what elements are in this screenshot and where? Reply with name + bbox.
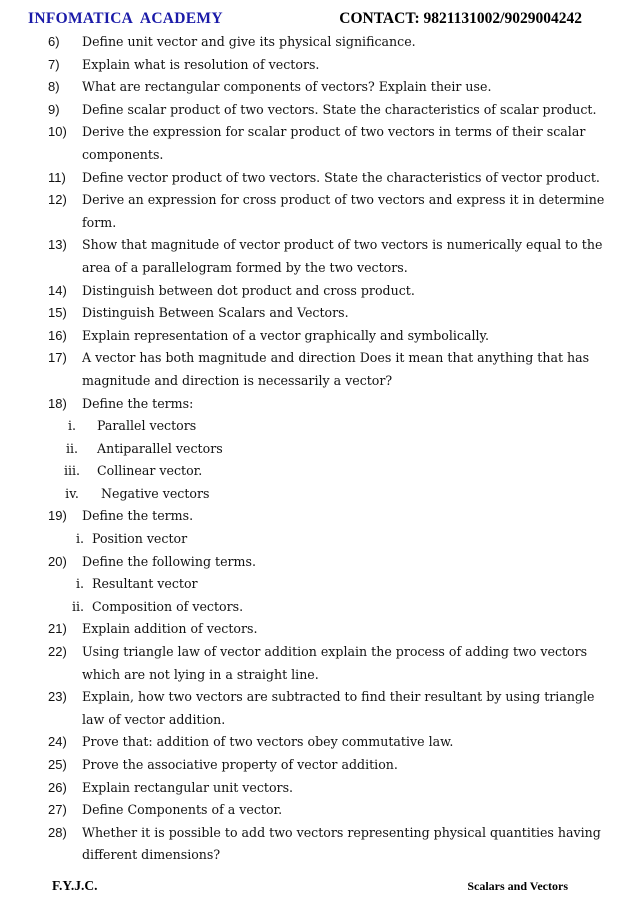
question-text: which are not lying in a straight line.: [82, 666, 319, 682]
question-text: magnitude and direction is necessarily a vector?: [82, 372, 393, 388]
question-number: 15): [48, 305, 67, 321]
question-line: [0, 551, 638, 574]
question-number: 26): [48, 779, 67, 795]
question-text: Define the following terms.: [82, 553, 256, 569]
question-text: Define unit vector and give its physical significance.: [82, 34, 416, 49]
question-line: [0, 144, 638, 167]
question-line: [0, 234, 638, 257]
question-line: [0, 844, 638, 867]
sub-item-text: Position vector: [92, 531, 188, 547]
question-text: Prove that: addition of two vectors obey commutative law.: [82, 734, 454, 750]
question-text: Explain addition of vectors.: [82, 621, 258, 637]
question-number: 9): [48, 101, 60, 117]
page-header: [0, 10, 638, 32]
sub-item-text: Collinear vector.: [97, 463, 203, 479]
question-text: Explain what is resolution of vectors.: [82, 56, 320, 72]
question-line: [0, 212, 638, 235]
question-line: [0, 31, 638, 54]
question-number: 12): [48, 192, 67, 208]
sub-item-number: i.: [75, 576, 84, 592]
footer-class-label: F.Y.J.C.: [52, 878, 98, 893]
question-number: 20): [48, 553, 67, 569]
question-text: Define the terms:: [82, 395, 194, 411]
question-line: [0, 754, 638, 777]
question-line: [0, 54, 638, 77]
question-number: 16): [48, 327, 67, 343]
question-text: Define vector product of two vectors. State the characteristics of vector product.: [82, 169, 600, 185]
question-line: [0, 686, 638, 709]
question-text: Whether it is possible to add two vectors representing physical quantities having: [82, 824, 601, 840]
question-text: A vector has both magnitude and direction Does it mean that anything that has: [82, 350, 590, 366]
sub-item-text: Resultant vector: [92, 576, 198, 592]
sub-item-text: Antiparallel vectors: [97, 440, 223, 456]
question-list: [0, 31, 638, 867]
question-line: [0, 641, 638, 664]
question-text: different dimensions?: [82, 847, 221, 863]
question-number: 28): [48, 824, 67, 840]
sub-item-line: [0, 415, 638, 438]
question-text: Show that magnitude of vector product of two vectors is numerically equal to the: [82, 237, 603, 253]
question-number: 23): [48, 689, 67, 705]
question-number: 25): [48, 757, 67, 772]
question-line: [0, 618, 638, 641]
question-line: [0, 799, 638, 822]
question-line: [0, 347, 638, 370]
question-line: [0, 280, 638, 303]
question-line: [0, 393, 638, 416]
question-number: 8): [48, 79, 60, 95]
question-text: Define Components of a vector.: [82, 802, 283, 818]
question-text: form.: [82, 214, 117, 230]
question-text: Explain rectangular unit vectors.: [82, 779, 294, 795]
sub-item-number: iii.: [63, 463, 81, 479]
question-number: 19): [48, 508, 67, 524]
question-number: 24): [48, 734, 67, 750]
question-text: Derive an expression for cross product of two vectors and express it in determine: [82, 192, 605, 208]
question-text: area of a parallelogram formed by the two vectors.: [82, 259, 408, 275]
question-text: Define the terms.: [82, 508, 194, 524]
sub-item-line: [0, 528, 638, 551]
question-number: 17): [48, 350, 67, 366]
question-text: Explain representation of a vector graphically and symbolically.: [82, 327, 489, 343]
question-line: [0, 76, 638, 99]
academy-name: INFOMATICA ACADEMY: [28, 10, 223, 27]
question-line: [0, 167, 638, 190]
question-number: 13): [48, 237, 67, 253]
sub-item-number: i.: [75, 531, 84, 547]
sub-item-number: iv.: [65, 485, 79, 501]
question-number: 18): [48, 395, 67, 411]
sub-item-number: ii.: [71, 598, 84, 614]
question-number: 7): [48, 56, 60, 72]
question-number: 14): [48, 282, 67, 298]
question-line: [0, 822, 638, 845]
question-number: 10): [48, 124, 67, 140]
footer-chapter-label: Scalars and Vectors: [467, 879, 568, 893]
sub-item-text: Parallel vectors: [97, 418, 197, 434]
question-line: [0, 121, 638, 144]
sub-item-line: [0, 438, 638, 461]
question-line: [0, 777, 638, 800]
question-line: [0, 731, 638, 754]
question-line: [0, 325, 638, 348]
question-line: [0, 505, 638, 528]
question-number: 21): [48, 621, 67, 637]
question-line: [0, 709, 638, 732]
sub-item-line: [0, 483, 638, 506]
sub-item-line: [0, 596, 638, 619]
question-line: [0, 189, 638, 212]
question-line: [0, 99, 638, 122]
sub-item-number: ii.: [65, 440, 79, 456]
question-line: [0, 257, 638, 280]
sub-item-text: Negative vectors: [101, 485, 210, 501]
question-number: 11): [48, 169, 66, 185]
question-text: What are rectangular components of vectors? Explain their use.: [82, 79, 492, 95]
question-text: Explain, how two vectors are subtracted to find their resultant by using triangle: [82, 689, 595, 705]
question-number: 22): [48, 644, 67, 660]
question-text: Distinguish Between Scalars and Vectors.: [82, 305, 349, 321]
question-number: 27): [48, 802, 67, 818]
question-line: [0, 302, 638, 325]
question-line: [0, 664, 638, 687]
sub-item-line: [0, 573, 638, 596]
sub-item-number: i.: [67, 418, 77, 434]
question-text: law of vector addition.: [82, 711, 226, 727]
sub-item-text: Composition of vectors.: [92, 598, 244, 614]
question-text: Define scalar product of two vectors. State the characteristics of scalar product.: [82, 101, 597, 117]
question-text: Using triangle law of vector addition explain the process of adding two vectors: [82, 644, 588, 660]
question-line: [0, 370, 638, 393]
question-text: components.: [82, 146, 164, 162]
question-number: 6): [48, 34, 60, 49]
question-text: Distinguish between dot product and cross product.: [82, 282, 415, 298]
sub-item-line: [0, 460, 638, 483]
contact-info: CONTACT: 9821131002/9029004242: [339, 10, 582, 27]
question-text: Prove the associative property of vector addition.: [82, 757, 398, 772]
question-text: Derive the expression for scalar product of two vectors in terms of their scalar: [82, 124, 586, 140]
